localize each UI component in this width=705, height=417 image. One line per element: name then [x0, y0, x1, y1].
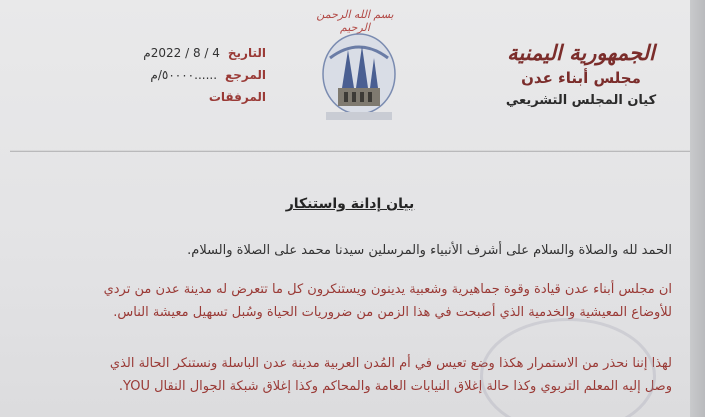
date-value: 4 / 8 / 2022م	[143, 46, 220, 60]
date-row	[66, 42, 266, 64]
paragraph-2-line-2: للأوضاع المعيشية والخدمية الذي أصبحت في هذا الزمن من ضروريات الحياة وسُبل تسهيل معيشة الناس.	[113, 305, 672, 320]
page-edge	[690, 0, 705, 417]
letterhead-left	[66, 42, 266, 108]
council-subtitle: كيان المجلس التشريعي	[505, 93, 657, 108]
date-label: التاريخ	[227, 46, 266, 60]
faded-stamp	[480, 318, 656, 417]
country-name: الجمهورية اليمنية	[507, 40, 655, 65]
council-logo-icon	[318, 28, 400, 126]
header-divider	[10, 150, 690, 152]
reference-label: المرجع	[225, 68, 266, 82]
reference-value: ......٥٠٠٠٠/م	[150, 68, 218, 82]
letterhead-right	[486, 40, 676, 108]
paragraph-3-line-2: وصل إليه المعلم التربوي وكذا حالة إغلاق النيابات العامة والمحاكم وكذا إغلاق شبكة الجوال النقال YOU.	[118, 379, 672, 394]
attachments-label: المرفقات	[208, 90, 266, 104]
paragraph-opening: الحمد لله والصلاة والسلام على أشرف الأنبياء والمرسلين سيدنا محمد على الصلاة والسلام.	[187, 243, 672, 258]
reference-row	[66, 64, 266, 86]
paragraph-3-line-1: لهذا إننا نحذر من الاستمرار هكذا وضع تعيس في أم المُدن العربية مدينة عدن الباسلة ونستنكر الحالة الذي	[109, 356, 672, 371]
council-name: مجلس أبناء عدن	[521, 69, 641, 87]
attachments-row	[66, 86, 266, 108]
paragraph-2-line-1: ان مجلس أبناء عدن قيادة وقوة جماهيرية وشعبية يدينون ويستنكرون كل ما تتعرض له مدينة عدن من تردي	[103, 282, 672, 297]
statement-title: بيان إدانة واستنكار	[285, 196, 415, 212]
basmala: بسم الله الرحمن الرحيم	[316, 8, 394, 34]
